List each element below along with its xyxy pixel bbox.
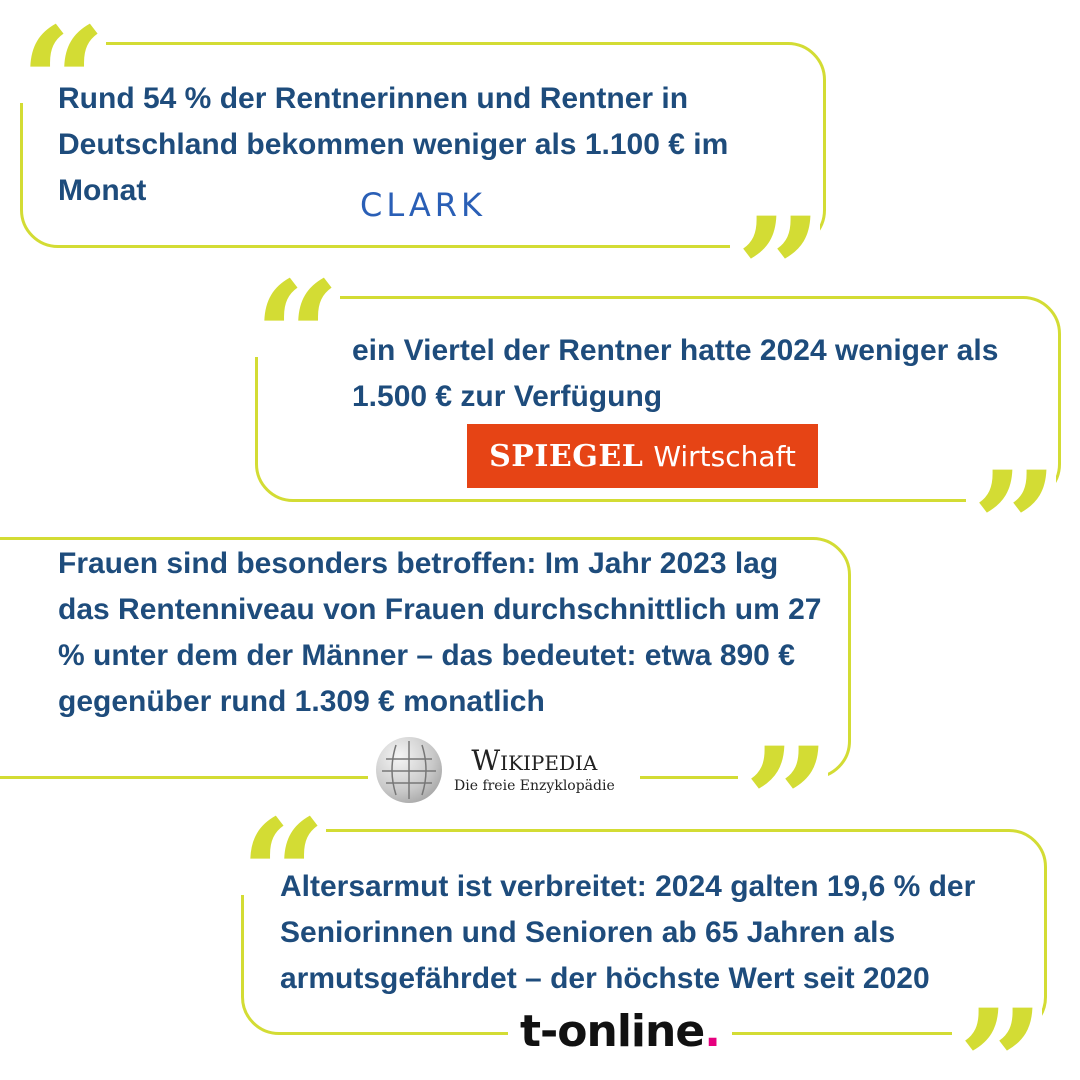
- close-quote-icon-1: ”: [730, 198, 820, 293]
- quote-text-3: Frauen sind besonders betroffen: Im Jahr 2023 lag das Rentenniveau von Frauen durchschnittlich um 27 % unter dem der Männer – das bedeutet: etwa 890 € gegenüber rund 1.309 € monatlich: [58, 547, 822, 718]
- quote-text-2: ein Viertel der Rentner hatte 2024 weniger als 1.500 € zur Verfügung: [352, 334, 999, 413]
- open-quote-icon-4: “: [236, 800, 326, 895]
- t-online-logo: t-online.: [508, 1006, 732, 1058]
- quote-text-1: Rund 54 % der Rentnerinnen und Rentner in Deutschland bekommen weniger als 1.100 € im Monat: [58, 82, 729, 207]
- close-quote-icon-3: ”: [738, 728, 828, 823]
- quote-text-4: Altersarmut ist verbreitet: 2024 galten 19,6 % der Seniorinnen und Senioren ab 65 Jahren als armutsgefährdet – der höchste Wert seit 2020: [280, 870, 976, 995]
- open-quote-icon-1: “: [16, 8, 106, 103]
- close-quote-icon-4: ”: [952, 990, 1042, 1080]
- open-quote-icon-2: “: [250, 262, 340, 357]
- wikipedia-title: Wikipedia: [471, 744, 598, 777]
- spiegel-logo: SPIEGEL Wirtschaft: [467, 424, 818, 488]
- wikipedia-subtitle: Die freie Enzyklopädie: [454, 778, 615, 794]
- clark-logo: CLARK: [350, 186, 496, 224]
- close-quote-icon-2: ”: [966, 452, 1056, 547]
- wikipedia-logo: [368, 732, 640, 808]
- wikipedia-globe-icon: [376, 737, 442, 803]
